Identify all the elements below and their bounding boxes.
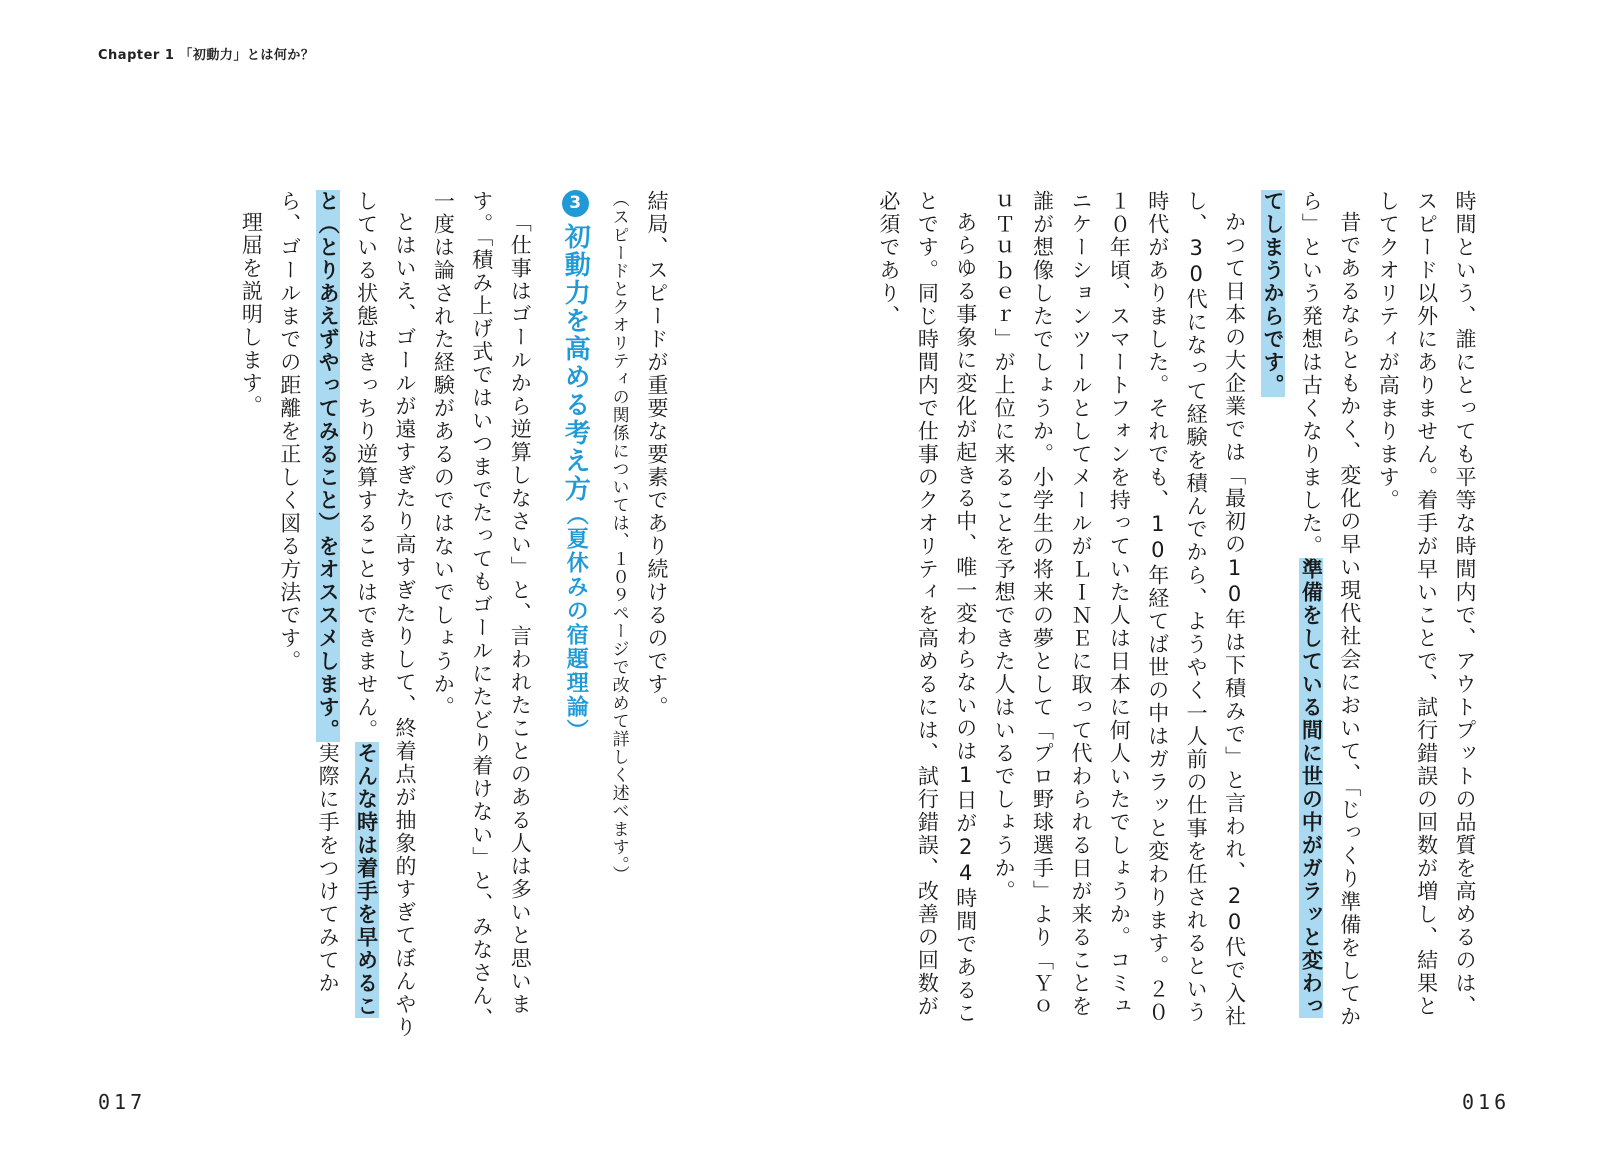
running-head: Chapter 1 「初動力」とは何か？ [98,48,315,63]
paragraph-text: あらゆる事象に変化が起きる中、唯一変わらないのは1日が24時間であることです。同じ時間内で仕事のクオリティを高めるには、試行錯誤、改善の回数が必須であり、 [876,190,978,1025]
section-heading [551,190,599,1040]
section-heading-subtitle: （夏休みの宿題理論） [563,503,589,743]
paragraph-text: 理屈を説明します。 [239,211,264,418]
section-number-badge: 3 [562,190,589,217]
paragraph [638,190,676,1040]
paragraph [270,190,424,1040]
paragraph-text: 実際に手をつけてみてから、ゴールまでの距離を正しく図る方法です。 [277,190,341,995]
paragraph [985,190,1254,1040]
highlighted-text: 準備をしている間に世の中がガラッと変わってしまうからです。 [1260,190,1324,1018]
caption-text: （スピードとクオリティの関係については、１０９ページで改めて詳しく述べます。） [608,190,629,884]
caption [599,190,637,1040]
paragraph-text: 時間という、誰にとっても平等な時間内で、アウトプットの品質を高めるのは、スピード以外にありません。着手が早いことで、試行錯誤の回数が増し、結果としてクオリティが高まります。 [1376,190,1477,1018]
section-heading-title: 初動力を高める考え方 [560,223,591,503]
page-number-left: 017 [98,1090,147,1114]
paragraph [1254,190,1369,1040]
page-number-right: 016 [1462,1090,1511,1114]
highlighted-text: そんな時は着手を早めること（とりあえずやってみること）をオススメします。 [316,190,379,1018]
left-page-body [206,190,676,1040]
paragraph [1369,190,1484,1040]
paragraph [870,190,985,1040]
paragraph-text: 「仕事はゴールから逆算しなさい」と、言われたことのある人は多いと思います。「積み上げ式ではいつまでたってもゴールにたどり着けない」と、みなさん、一度は論された経験があるのではないでしょうか。 [431,190,533,1031]
paragraph-text: とはいえ、ゴールが遠すぎたり高すぎたりして、終着点が抽象的すぎてぼんやりしている状態はきっちり逆算することはできません。 [354,190,417,1039]
paragraph [424,190,539,1040]
paragraph-text: 結局、スピードが重要な要素であり続けるのです。 [645,190,669,719]
paragraph [232,190,270,1040]
paragraph-text: かつて日本の大企業では「最初の10年は下積みで」と言われ、20代で入社し、30代になって経験を積んでから、ようやく一人前の仕事を任されるという時代がありました。それでも、10年経てば世の中はガラッと変わります。２０１０年頃、スマートフォンを持っていた人は日本に何人いたでしょうか。コミュニケーションツールとしてメールがＬＩＮＥに取って代わられる日が来ることを誰が想像したでしょうか。小学生の将来の夢として「プロ野球選手」より「ＹｏｕＴｕｂｅｒ」が上位に来ることを予想できた人はいるでしょうか。 [992,190,1247,1028]
right-page-body [876,190,1484,1040]
paragraph-text: 昔であるならともかく、変化の早い現代社会において、「じっくり準備をしてから」という発想は古くなりました。 [1299,190,1362,1029]
